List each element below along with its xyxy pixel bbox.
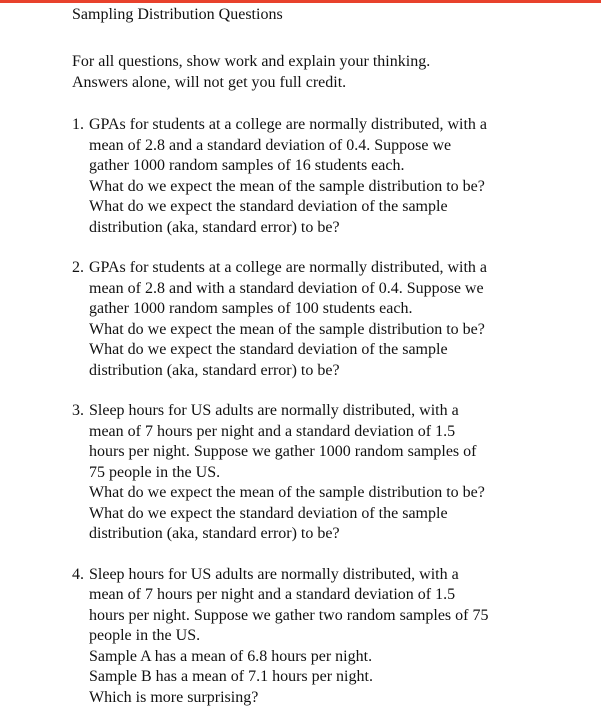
question-line: What do we expect the mean of the sample distribution to be? [89, 320, 587, 341]
question-line: What do we expect the standard deviation of the sample [89, 197, 587, 218]
question-number: 1. [72, 115, 84, 136]
question-line: 75 people in the US. [89, 463, 587, 484]
document-title: Sampling Distribution Questions [72, 4, 587, 26]
question-number: 4. [72, 565, 84, 586]
question-line: gather 1000 random samples of 16 students each. [89, 156, 587, 177]
question-line: What do we expect the mean of the sample distribution to be? [89, 483, 587, 504]
question-line: Sample B has a mean of 7.1 hours per night. [89, 667, 587, 688]
question-line: Sample A has a mean of 6.8 hours per night. [89, 647, 587, 668]
question-line: Sleep hours for US adults are normally distributed, with a [89, 401, 587, 422]
question-line: GPAs for students at a college are normally distributed, with a [89, 258, 587, 279]
question-line: What do we expect the mean of the sample distribution to be? [89, 177, 587, 198]
question-3 [72, 401, 587, 545]
question-2 [72, 258, 587, 381]
question-line: Sleep hours for US adults are normally distributed, with a [89, 565, 587, 586]
question-4 [72, 565, 587, 708]
document-body [72, 4, 587, 708]
question-line: distribution (aka, standard error) to be? [89, 361, 587, 382]
question-line: Which is more surprising? [89, 688, 587, 708]
question-line: What do we expect the standard deviation of the sample [89, 340, 587, 361]
question-line: hours per night. Suppose we gather two random samples of 75 [89, 606, 587, 627]
question-line: mean of 2.8 and with a standard deviation of 0.4. Suppose we [89, 279, 587, 300]
question-number: 2. [72, 258, 84, 279]
question-line: distribution (aka, standard error) to be? [89, 218, 587, 239]
question-line: mean of 7 hours per night and a standard deviation of 1.5 [89, 422, 587, 443]
question-line: hours per night. Suppose we gather 1000 random samples of [89, 442, 587, 463]
top-accent-rule [0, 0, 601, 3]
question-line: gather 1000 random samples of 100 students each. [89, 299, 587, 320]
question-line: GPAs for students at a college are normally distributed, with a [89, 115, 587, 136]
instruction-line: For all questions, show work and explain your thinking. [72, 52, 587, 73]
question-1 [72, 115, 587, 238]
instructions [72, 52, 587, 93]
instruction-line: Answers alone, will not get you full credit. [72, 73, 587, 94]
question-line: people in the US. [89, 626, 587, 647]
question-line: distribution (aka, standard error) to be? [89, 524, 587, 545]
question-number: 3. [72, 401, 84, 422]
question-line: mean of 7 hours per night and a standard deviation of 1.5 [89, 585, 587, 606]
question-line: What do we expect the standard deviation of the sample [89, 504, 587, 525]
question-line: mean of 2.8 and a standard deviation of 0.4. Suppose we [89, 136, 587, 157]
